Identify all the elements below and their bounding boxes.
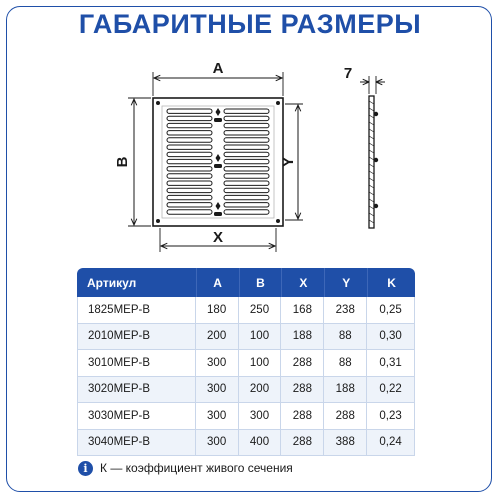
value-cell: 0,24	[367, 430, 415, 457]
louver-slat	[167, 159, 212, 163]
louver-slat	[224, 167, 269, 171]
article-cell: 3010МЕР-В	[77, 350, 196, 377]
value-cell: 200	[196, 324, 239, 351]
value-cell: 288	[281, 377, 324, 404]
article-cell: 3040МЕР-В	[77, 430, 196, 457]
louver-slat	[224, 131, 269, 135]
value-cell: 300	[239, 403, 282, 430]
value-cell: 288	[281, 430, 324, 457]
column-header: Артикул	[77, 268, 196, 297]
louver-slat	[167, 131, 212, 135]
value-cell: 88	[324, 324, 367, 351]
value-cell: 0,23	[367, 403, 415, 430]
coefficient-note	[78, 459, 293, 477]
dimension-b-label: B	[113, 156, 131, 168]
value-cell: 100	[239, 350, 282, 377]
column-header: Y	[324, 268, 367, 297]
louver-slat	[167, 123, 212, 127]
louver-slat	[224, 203, 269, 207]
dimensions-table	[77, 268, 415, 456]
dimension-a-label: A	[212, 60, 224, 77]
value-cell: 388	[324, 430, 367, 457]
louver-adjust-knob	[214, 212, 222, 216]
louver-slat	[224, 138, 269, 142]
value-cell: 288	[281, 403, 324, 430]
table-row	[77, 430, 415, 457]
grille-front-view	[153, 98, 283, 226]
louver-slat	[167, 188, 212, 192]
louver-slat	[167, 195, 212, 199]
value-cell: 238	[324, 297, 367, 324]
value-cell: 300	[196, 350, 239, 377]
louver-slat	[167, 181, 212, 185]
louver-slat	[167, 167, 212, 171]
article-cell: 2010МЕР-В	[77, 324, 196, 351]
dimension-b	[114, 98, 151, 226]
table-row	[77, 297, 415, 324]
louver-slat	[167, 152, 212, 156]
louver-slat	[224, 152, 269, 156]
page-title: ГАБАРИТНЫЕ РАЗМЕРЫ	[78, 9, 422, 39]
article-cell: 3030МЕР-В	[77, 403, 196, 430]
table-header-row	[77, 268, 415, 297]
louver-slat	[224, 181, 269, 185]
louver-slat	[167, 203, 212, 207]
value-cell: 300	[196, 377, 239, 404]
louver-slat	[224, 188, 269, 192]
value-cell: 300	[196, 403, 239, 430]
value-cell: 188	[281, 324, 324, 351]
value-cell: 0,31	[367, 350, 415, 377]
louver-slat	[167, 145, 212, 149]
column-header: X	[281, 268, 324, 297]
value-cell: 250	[239, 297, 282, 324]
table-row	[77, 324, 415, 351]
louver-slat	[224, 210, 269, 214]
table-row	[77, 377, 415, 404]
louver-slat	[224, 109, 269, 113]
dimension-depth-label: 7	[343, 65, 353, 82]
louver-adjust-knob	[214, 118, 222, 122]
dimension-x	[160, 228, 276, 252]
louver-slat	[224, 195, 269, 199]
value-cell: 400	[239, 430, 282, 457]
value-cell: 88	[324, 350, 367, 377]
value-cell: 288	[281, 350, 324, 377]
dimension-y-label: Y	[279, 156, 297, 168]
article-cell: 3020МЕР-В	[77, 377, 196, 404]
article-cell: 1825МЕР-В	[77, 297, 196, 324]
table-row	[77, 403, 415, 430]
louver-slat	[167, 138, 212, 142]
dimension-x-label: X	[212, 229, 224, 246]
column-header: A	[196, 268, 239, 297]
louver-slat	[167, 174, 212, 178]
louver-slat	[167, 109, 212, 113]
value-cell: 300	[196, 430, 239, 457]
value-cell: 200	[239, 377, 282, 404]
value-cell: 288	[324, 403, 367, 430]
louver-slat	[167, 116, 212, 120]
grille-side-view	[344, 65, 385, 228]
value-cell: 0,25	[367, 297, 415, 324]
value-cell: 100	[239, 324, 282, 351]
louver-slat	[224, 159, 269, 163]
value-cell: 168	[281, 297, 324, 324]
louver-slat	[167, 210, 212, 214]
louver-adjust-knob	[214, 164, 222, 168]
value-cell: 0,30	[367, 324, 415, 351]
value-cell: 180	[196, 297, 239, 324]
column-header: B	[239, 268, 282, 297]
column-header: K	[367, 268, 415, 297]
louver-slat	[224, 123, 269, 127]
louver-slat	[224, 145, 269, 149]
value-cell: 0,22	[367, 377, 415, 404]
dimension-a	[153, 60, 283, 96]
louver-slat	[224, 174, 269, 178]
info-icon: i	[78, 461, 93, 476]
value-cell: 188	[324, 377, 367, 404]
louver-slat	[224, 116, 269, 120]
table-row	[77, 350, 415, 377]
coefficient-note-text: К — коэффициент живого сечения	[100, 461, 293, 475]
